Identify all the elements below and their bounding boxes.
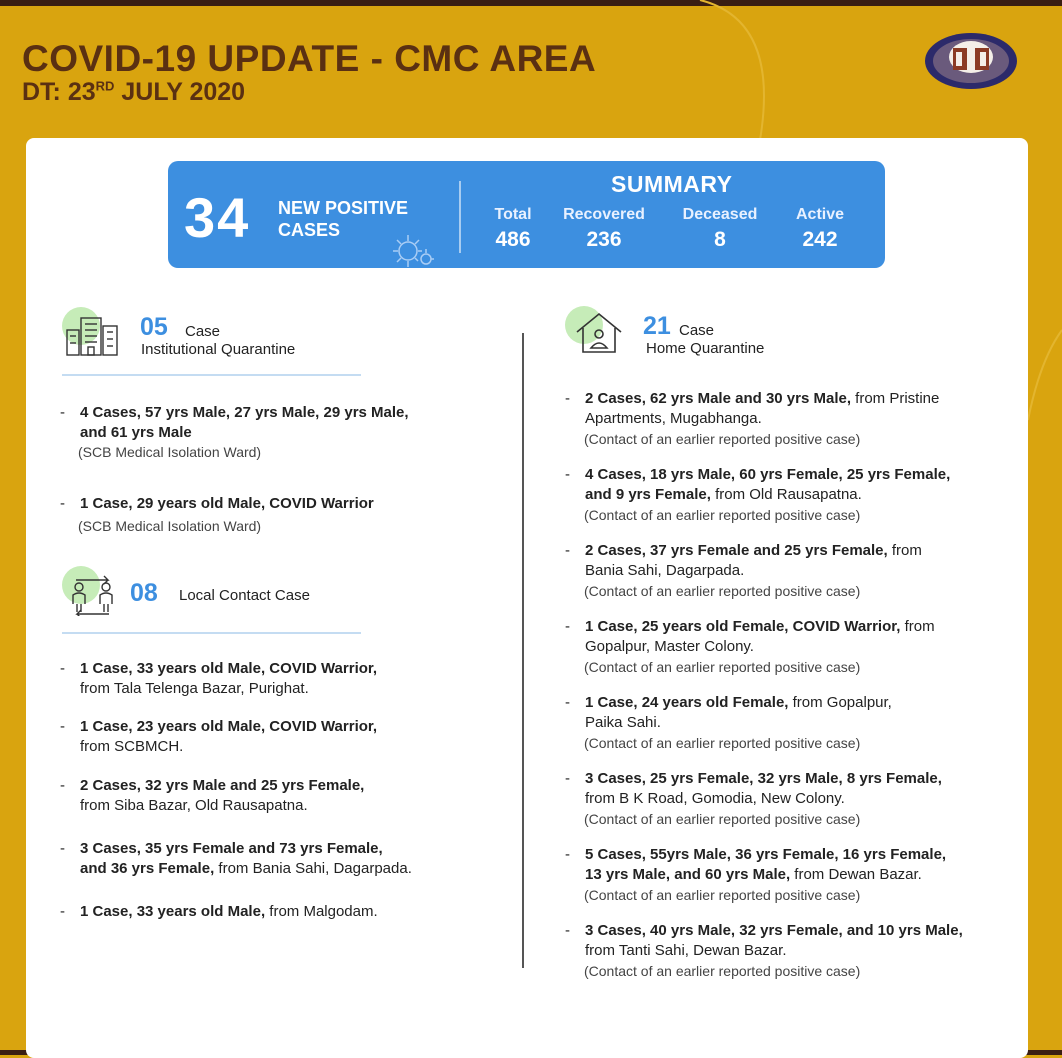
local-contact-count: 08: [130, 579, 158, 607]
home-case-word: Case: [679, 322, 715, 339]
page-title: COVID-19 UPDATE - CMC AREA: [22, 38, 597, 79]
new-positive-count: 34: [184, 186, 251, 249]
entry-note: (SCB Medical Isolation Ward): [78, 518, 262, 534]
entry-note: (Contact of an earlier reported positive case): [584, 507, 861, 523]
home-label: Home Quarantine: [646, 340, 765, 357]
summary-banner: [168, 161, 885, 268]
list-item: - 3 Cases, 40 yrs Male, 32 yrs Female, and 10 yrs Male, from Tanti Sahi, Dewan Bazar.: [565, 922, 963, 959]
list-item: - 3 Cases, 25 yrs Female, 32 yrs Male, 8 yrs Female, from B K Road, Gomodia, New Colony.: [565, 770, 942, 807]
entry-note: (Contact of an earlier reported positive case): [584, 963, 861, 979]
stat-deceased: Deceased 8: [682, 206, 758, 251]
institutional-case-word: Case: [185, 323, 221, 340]
entry-note: (Contact of an earlier reported positive case): [584, 887, 861, 903]
list-item: - 3 Cases, 35 yrs Female and 73 yrs Female, and 36 yrs Female, from Bania Sahi, Dagarpada.: [60, 840, 412, 877]
summary-title: SUMMARY: [611, 171, 733, 197]
contact-people-icon: [68, 572, 118, 616]
page-date: DT: 23RD JULY 2020: [22, 78, 246, 106]
home-icon: [574, 312, 624, 354]
list-item: - 4 Cases, 18 yrs Male, 60 yrs Female, 25 yrs Female, and 9 yrs Female, from Old Rausapatna.: [565, 466, 951, 503]
summary-divider: [459, 181, 461, 253]
list-item: - 1 Case, 29 years old Male, COVID Warrior: [60, 495, 374, 512]
list-item: - 5 Cases, 55yrs Male, 36 yrs Female, 16 yrs Female, 13 yrs Male, and 60 yrs Male, from Dewan Bazar.: [565, 846, 947, 883]
cmc-emblem-logo: [923, 30, 1019, 92]
section-divider: [62, 632, 361, 634]
column-divider: [522, 333, 524, 968]
list-item: - 1 Case, 25 years old Female, COVID Warrior, from Gopalpur, Master Colony.: [565, 618, 935, 655]
new-positive-label: NEW POSITIVE CASES: [278, 198, 409, 240]
stat-total: Total 486: [494, 206, 532, 251]
entry-note: (Contact of an earlier reported positive case): [584, 735, 861, 751]
section-divider: [62, 374, 361, 376]
list-item: - 1 Case, 24 years old Female, from Gopalpur, Paika Sahi.: [565, 694, 892, 731]
stat-active: Active 242: [795, 206, 845, 251]
entry-note: (SCB Medical Isolation Ward): [78, 444, 262, 460]
virus-icon: [388, 229, 440, 271]
entry-note: (Contact of an earlier reported positive case): [584, 659, 861, 675]
list-item: - 2 Cases, 62 yrs Male and 30 yrs Male, from Pristine Apartments, Mugabhanga.: [565, 390, 940, 427]
list-item: - 2 Cases, 32 yrs Male and 25 yrs Female, from Siba Bazar, Old Rausapatna.: [60, 777, 365, 814]
institutional-count: 05: [140, 313, 168, 341]
entry-note: (Contact of an earlier reported positive case): [584, 431, 861, 447]
home-count: 21: [643, 312, 671, 340]
list-item: - 2 Cases, 37 yrs Female and 25 yrs Female, from Bania Sahi, Dagarpada.: [565, 542, 922, 579]
institutional-label: Institutional Quarantine: [141, 341, 296, 358]
list-item: - 4 Cases, 57 yrs Male, 27 yrs Male, 29 yrs Male, and 61 yrs Male: [60, 404, 409, 441]
local-contact-label: Local Contact Case: [179, 587, 310, 604]
stat-recovered: Recovered 236: [563, 206, 645, 251]
building-icon: [66, 316, 120, 356]
list-item: - 1 Case, 23 years old Male, COVID Warrior, from SCBMCH.: [60, 718, 378, 755]
entry-note: (Contact of an earlier reported positive case): [584, 583, 861, 599]
list-item: - 1 Case, 33 years old Male, COVID Warrior, from Tala Telenga Bazar, Purighat.: [60, 660, 378, 697]
list-item: - 1 Case, 33 years old Male, from Malgodam.: [60, 903, 378, 920]
entry-note: (Contact of an earlier reported positive case): [584, 811, 861, 827]
